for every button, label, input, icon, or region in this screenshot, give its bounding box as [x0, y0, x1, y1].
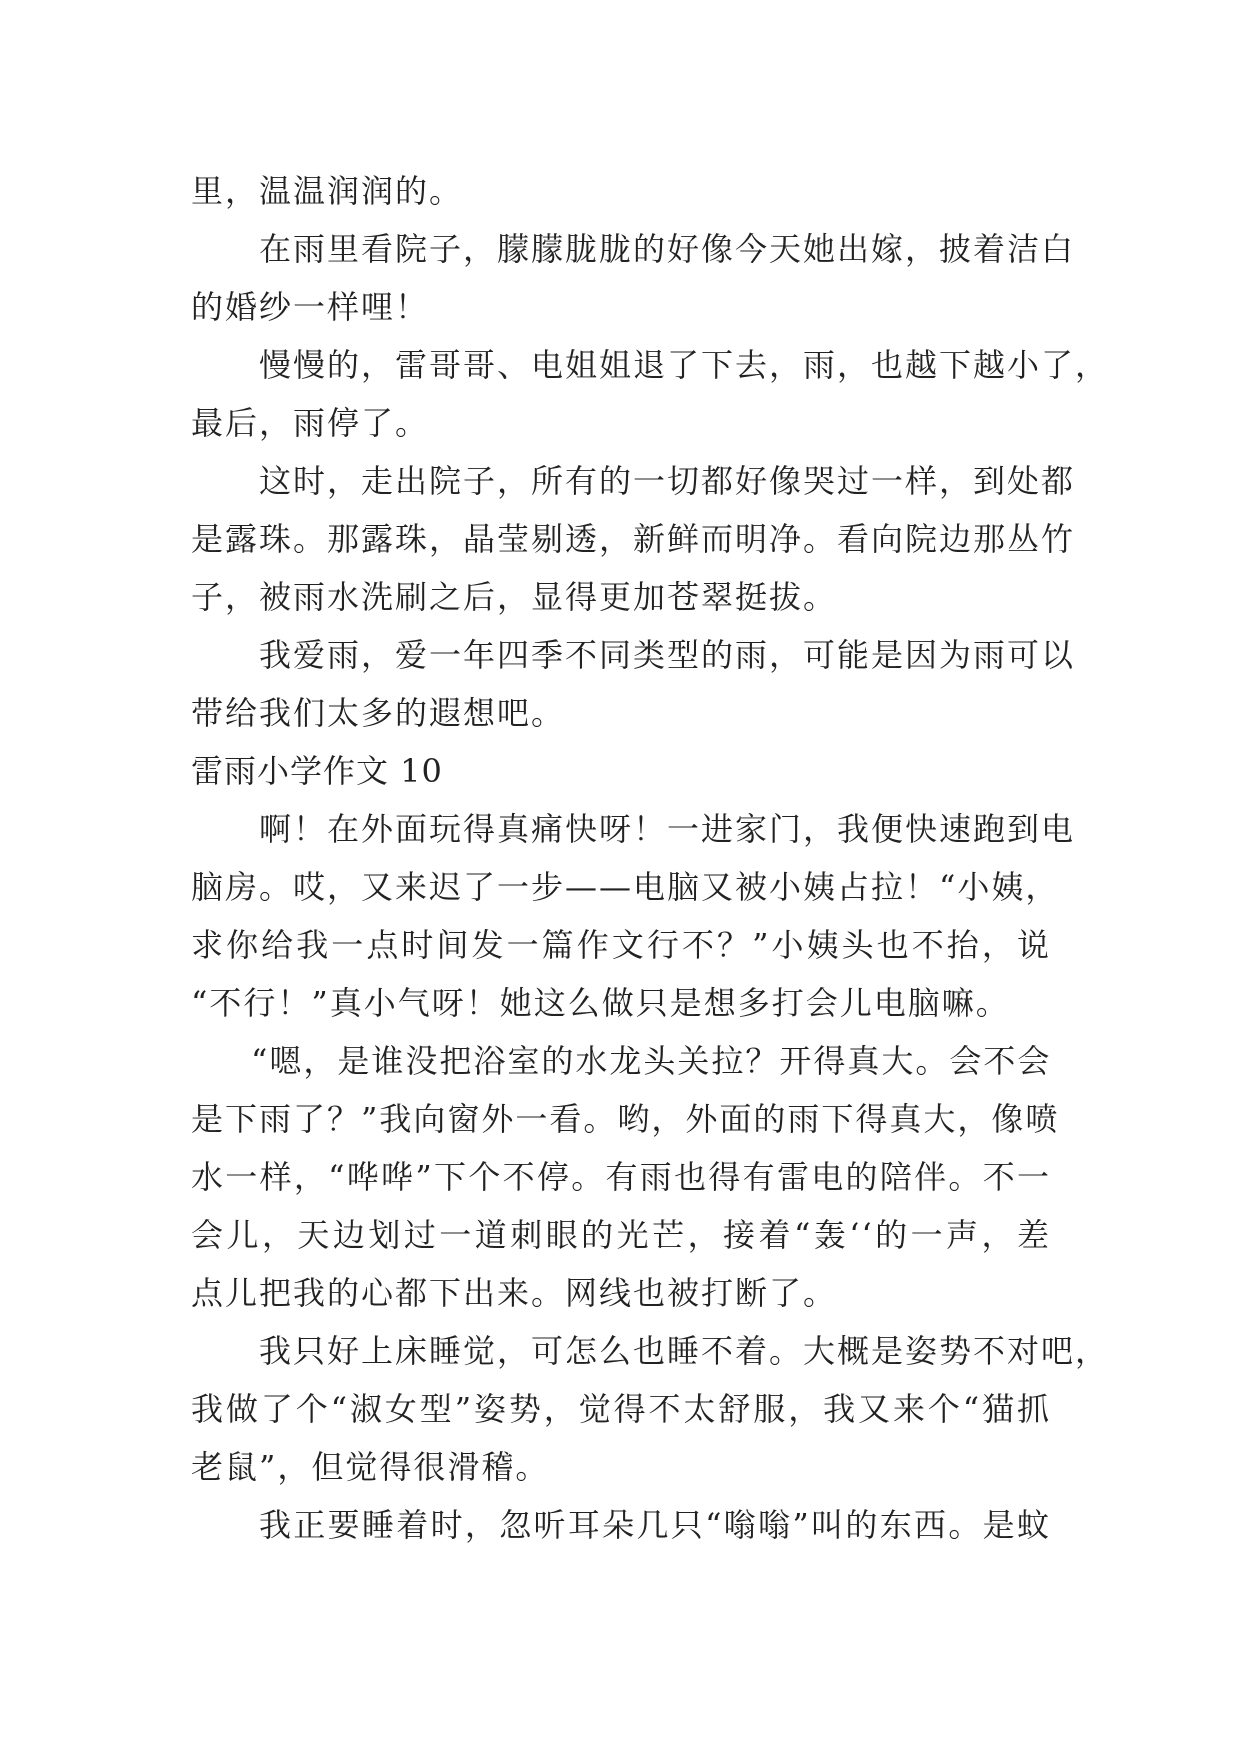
paragraph-start-line: 在雨里看院子，朦朦胧胧的好像今天她出嫁，披着洁白 — [259, 230, 1076, 268]
document-page — [191, 162, 1110, 1554]
paragraph-start-line: 慢慢的，雷哥哥、电姐姐退了下去，雨，也越下越小了， — [259, 346, 1110, 384]
paragraph-start-line: “嗯，是谁没把浴室的水龙头关拉？开得真大。会不会 — [251, 1042, 1052, 1080]
text-line: 的婚纱一样哩！ — [191, 288, 430, 326]
text-line: 我做了个“淑女型”姿势，觉得不太舒服，我又来个“猫抓 — [191, 1390, 1051, 1428]
text-line: 脑房。哎，又来迟了一步——电脑又被小姨占拉！“小姨， — [191, 868, 1060, 906]
text-line: 子，被雨水洗刷之后，显得更加苍翠挺拔。 — [191, 578, 838, 616]
text-line: 是下雨了？”我向窗外一看。哟，外面的雨下得真大，像喷 — [191, 1100, 1060, 1138]
paragraph-start-line: 我爱雨，爱一年四季不同类型的雨，可能是因为雨可以 — [259, 636, 1076, 674]
text-line: 里，温温润润的。 — [191, 172, 464, 210]
text-line: “不行！”真小气呀！她这么做只是想多打会儿电脑嘛。 — [191, 984, 1010, 1022]
paragraph-start-line: 啊！在外面玩得真痛快呀！一进家门，我便快速跑到电 — [259, 810, 1076, 848]
text-line: 老鼠”，但觉得很滑稽。 — [191, 1448, 550, 1486]
text-line: 会儿，天边划过一道刺眼的光芒，接着“轰‘‘的一声，差 — [191, 1216, 1051, 1254]
text-line: 是露珠。那露珠，晶莹剔透，新鲜而明净。看向院边那丛竹 — [191, 520, 1076, 558]
section-heading: 雷雨小学作文 10 — [191, 752, 443, 790]
paragraph-start-line: 这时，走出院子，所有的一切都好像哭过一样，到处都 — [259, 462, 1076, 500]
text-line: 带给我们太多的遐想吧。 — [191, 694, 566, 732]
text-line: 点儿把我的心都下出来。网线也被打断了。 — [191, 1274, 838, 1312]
text-line: 求你给我一点时间发一篇作文行不？”小姨头也不抬，说 — [191, 926, 1051, 964]
paragraph-start-line: 我只好上床睡觉，可怎么也睡不着。大概是姿势不对吧， — [259, 1332, 1110, 1370]
text-line: 水一样，“哗哗”下个不停。有雨也得有雷电的陪伴。不一 — [191, 1158, 1051, 1196]
paragraph-start-line: 我正要睡着时，忽听耳朵几只“嗡嗡”叫的东西。是蚊 — [259, 1506, 1051, 1544]
text-line: 最后，雨停了。 — [191, 404, 430, 442]
